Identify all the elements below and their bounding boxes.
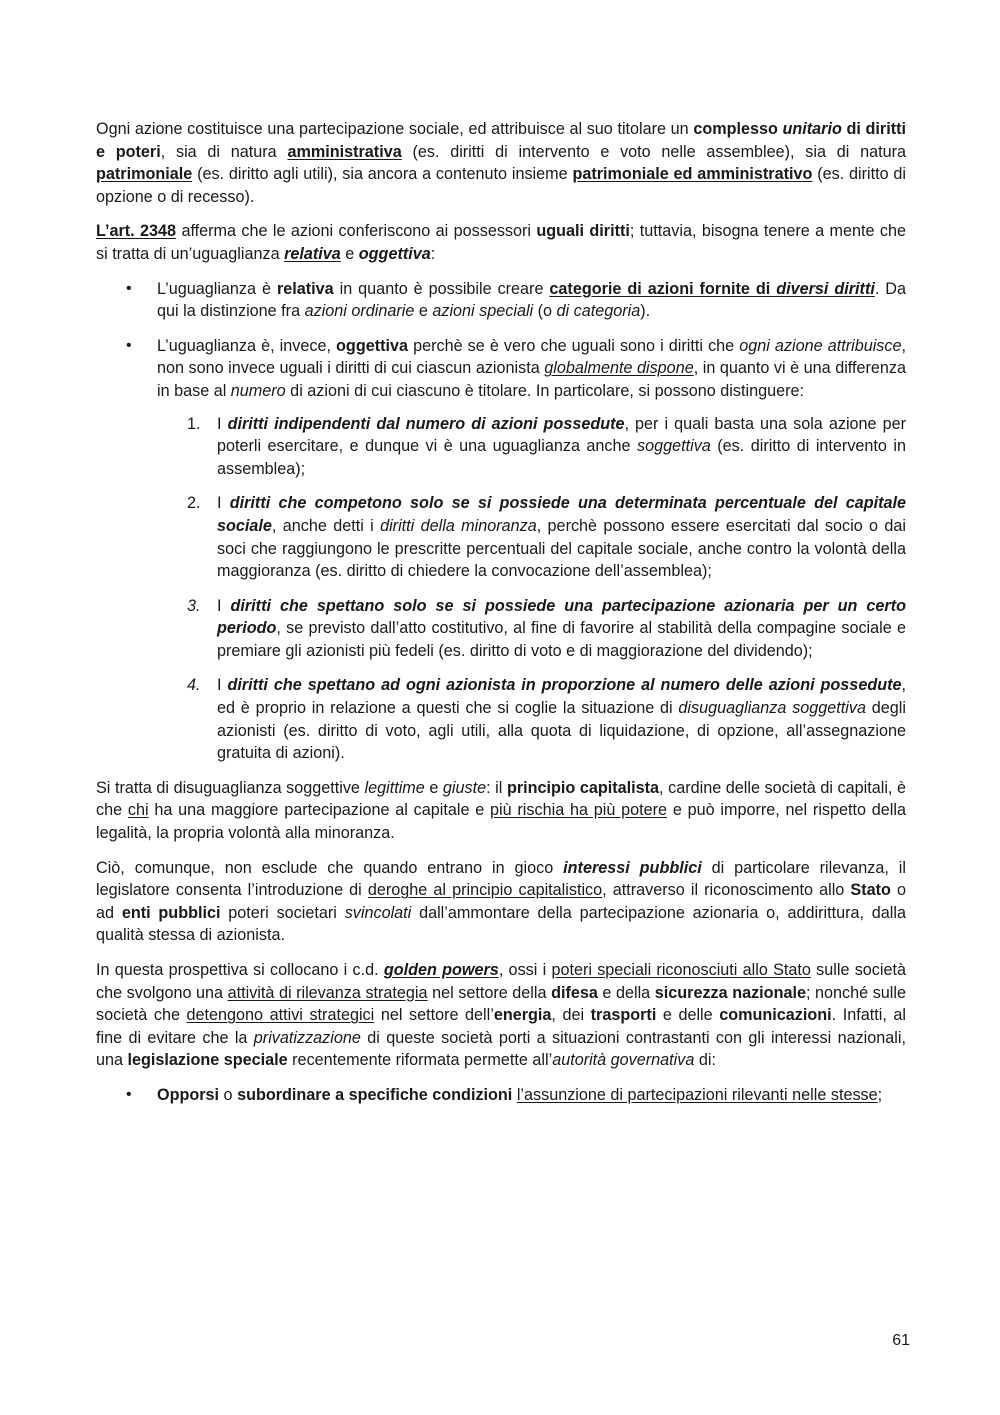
bullet-list-poteri (96, 1084, 906, 1107)
text-italic: giuste (442, 778, 487, 797)
text: I (217, 494, 230, 513)
page-number: 61 (892, 1332, 910, 1349)
text: : (430, 244, 436, 263)
text-italic: svincolati (344, 903, 412, 922)
text: nel settore dell’ (374, 1006, 494, 1025)
list-item-4 (157, 674, 906, 764)
text-bold: comunicazioni (719, 1006, 832, 1025)
text: nel settore della (427, 983, 552, 1002)
text: . Infatti, al fine di evitare che la (96, 1006, 906, 1047)
text: , ed è proprio in relazione a questi che si coglie la situazione di (217, 676, 906, 718)
text-bold-italic: diritti che spettano solo se si possiede una partecipazione azionaria per un certo periodo (217, 596, 907, 638)
text: , se previsto dall’atto costitutivo, al fine di favorire al stabilità della compagine sociale e premiare gli azionisti più fedeli (es. diritto di voto e di maggiorazione del dividendo); (217, 619, 906, 660)
text: (es. diritto agli utili), sia ancora a contenuto insieme (192, 165, 573, 184)
list-item-2 (157, 492, 906, 582)
text: Ciò, comunque, non esclude che quando entrano in gioco (96, 858, 564, 877)
text-bold: energia (493, 1006, 552, 1025)
text-bold: uguali diritti (536, 222, 630, 241)
paragraph-art-2348 (96, 220, 906, 265)
text-bold: Opporsi (157, 1085, 220, 1104)
text-underlined: deroghe al principio capitalistico (367, 881, 603, 900)
text-bold: enti pubblici (121, 903, 221, 922)
text: dall’ammontare della partecipazione azionaria o, addirittura, dalla qualità stessa di azionista. (96, 903, 906, 945)
paragraph-complesso-unitario (96, 118, 906, 208)
text: in quanto è possibile creare (333, 279, 550, 298)
text: ; nonché sulle società che (96, 983, 906, 1025)
text-bold-underlined: amministrativa (287, 142, 402, 161)
text: o (219, 1085, 238, 1104)
text: e (340, 244, 359, 263)
text-bold: legislazione speciale (127, 1051, 288, 1070)
text-italic: di categoria (556, 302, 641, 321)
paragraph-golden-powers (96, 959, 906, 1072)
text-italic: azioni speciali (432, 302, 534, 321)
text-bold-italic-underlined: relativa (284, 244, 341, 263)
paragraph-principio-capitalista (96, 777, 906, 845)
text: sulle società che svolgono una (96, 961, 906, 1002)
text-italic: diritti della minoranza (380, 516, 537, 535)
text-italic: privatizzazione (253, 1028, 361, 1047)
text-underlined: più rischia ha più potere (490, 801, 668, 820)
text: ; (877, 1085, 883, 1104)
text-italic: numero (230, 381, 286, 400)
text-bold-italic-underlined: golden powers (383, 961, 499, 979)
text: degli azionisti (es. diritto di voto, agli utili, alla quota di liquidazione, di opzione, all’assegnazione gratuita di azioni). (217, 699, 906, 763)
text: , attraverso il riconoscimento allo (602, 881, 851, 900)
text: , non sono invece uguali i diritti di cui ciascun azionista (157, 336, 906, 378)
text-italic: legittime (364, 778, 425, 797)
text: , in quanto vi è una differenza in base al (157, 359, 906, 400)
text: , perchè possono essere esercitati dal socio o dai soci che raggiungono le prescritte percentuali del capitale sociale, anche contro la volontà della maggioranza (es. diritto di chiedere la convocazione dell’assemblea); (217, 516, 906, 581)
text-bold: sicurezza nazionale (654, 983, 806, 1002)
list-number: 4. (187, 676, 201, 695)
list-item-opporsi (96, 1084, 906, 1107)
text: , anche detti i (271, 516, 381, 535)
text: (o (533, 302, 557, 321)
text-bold-underlined: patrimoniale (96, 165, 193, 184)
text-italic-underlined: globalmente dispone (544, 359, 694, 378)
text: di: (694, 1051, 716, 1070)
bullet-list-uguaglianza (96, 278, 906, 765)
text-italic: autorità governativa (552, 1051, 695, 1070)
text: Ogni azione costituisce una partecipazione sociale, ed attribuisce al suo titolare un (96, 120, 694, 138)
text-bold: subordinare a specifiche condizioni (237, 1085, 513, 1104)
text-bold: difesa (551, 983, 598, 1002)
text-underlined: attività di rilevanza strategia (227, 983, 428, 1002)
text: , sia di natura (160, 142, 288, 161)
text-bold: trasporti (590, 1006, 657, 1025)
text: L’uguaglianza è, invece, (157, 336, 337, 355)
page-content (96, 118, 906, 1119)
text: e (424, 778, 443, 797)
text: di azioni di cui ciascuno è titolare. In particolare, si possono distinguere: (285, 381, 804, 400)
text-bold: Stato (850, 881, 891, 900)
text: afferma che le azioni conferiscono ai possessori (176, 222, 537, 241)
text-bold: di diritti e poteri (96, 120, 906, 161)
list-item-relativa (96, 278, 906, 323)
numbered-list-diritti (157, 413, 906, 765)
text: o ad (96, 881, 906, 922)
text: , dei (551, 1006, 591, 1025)
text: e della (597, 983, 655, 1002)
text-bold-italic: interessi pubblici (563, 858, 702, 877)
text-bold: principio capitalista (506, 778, 660, 797)
text: , cardine delle società di capitali, è che (96, 778, 906, 820)
text: e può imporre, nel rispetto della legalità, la propria volontà alla minoranza. (96, 801, 906, 843)
text-italic: azioni ordinarie (304, 302, 415, 321)
text-italic: ogni azione attribuisce (739, 336, 902, 355)
text: In questa prospettiva si collocano i c.d. (96, 961, 384, 979)
text: , per i quali basta una sola azione per poterli esercitare, e dunque vi è una uguaglianza anche (217, 414, 906, 456)
text-underlined: l’assunzione di partecipazioni rilevanti nelle stesse (516, 1085, 878, 1104)
list-number: 2. (187, 494, 201, 513)
text: I (217, 414, 228, 433)
list-item-3 (157, 595, 906, 663)
text: recentemente riformata permette all’ (287, 1051, 553, 1070)
text: ; tuttavia, bisogna tenere a mente che si tratta di un’uguaglianza (96, 222, 906, 263)
text: . Da qui la distinzione fra (157, 279, 906, 321)
text: di particolare rilevanza, il legislatore consenta l’introduzione di (96, 858, 906, 900)
text: ha una maggiore partecipazione al capitale e (148, 801, 491, 820)
list-item-oggettiva (96, 335, 906, 765)
text-bold-italic: diritti che competono solo se si possiede una determinata percentuale del capitale sociale (217, 494, 906, 535)
list-number: 1. (187, 414, 201, 433)
text: I (217, 596, 231, 615)
text-bold: complesso (693, 120, 783, 138)
text: poteri societari (220, 903, 345, 922)
text-bold-italic: unitario (782, 120, 842, 138)
list-item-1 (157, 413, 906, 481)
article-reference: L’art. 2348 (96, 222, 177, 241)
text: e delle (656, 1006, 720, 1025)
text: perchè se è vero che uguali sono i diritti che (408, 336, 740, 355)
text: L’uguaglianza è (157, 279, 277, 298)
text-italic: disuguaglianza soggettiva (678, 699, 866, 718)
text: , ossi i (498, 961, 552, 979)
text-bold-underlined: patrimoniale ed amministrativo (572, 165, 813, 184)
text-bold-italic: diritti che spettano ad ogni azionista in proporzione al numero delle azioni possedute (227, 676, 902, 695)
list-number: 3. (187, 596, 201, 615)
text-bold-italic: diritti indipendenti dal numero di azioni possedute (227, 414, 625, 433)
text-italic: soggettiva (637, 437, 711, 456)
text: Si tratta di disuguaglianza soggettive (96, 778, 365, 797)
paragraph-interessi-pubblici (96, 857, 906, 947)
text: (es. diritto di intervento in assemblea); (217, 437, 906, 478)
text-bold-underlined: categorie di azioni fornite di (549, 279, 777, 298)
text: e (414, 302, 433, 321)
text: I (217, 676, 228, 695)
text: (es. diritto di opzione o di recesso). (96, 165, 906, 206)
text-underlined: poteri speciali riconosciuti allo Stato (551, 961, 811, 979)
text-bold: relativa (276, 279, 334, 298)
text: (es. diritti di intervento e voto nelle assemblee), sia di natura (401, 142, 906, 161)
text-bold-italic: oggettiva (358, 244, 431, 263)
text-underlined: chi (127, 801, 149, 820)
text: : il (486, 778, 507, 797)
text: ). (640, 302, 651, 321)
text-bold-italic-underlined: diversi diritti (776, 279, 875, 298)
text-bold: oggettiva (336, 336, 408, 355)
text-underlined: detengono attivi strategici (186, 1006, 375, 1025)
text: di queste società porti a situazioni contrastanti con gli interessi nazionali, una (96, 1028, 906, 1070)
